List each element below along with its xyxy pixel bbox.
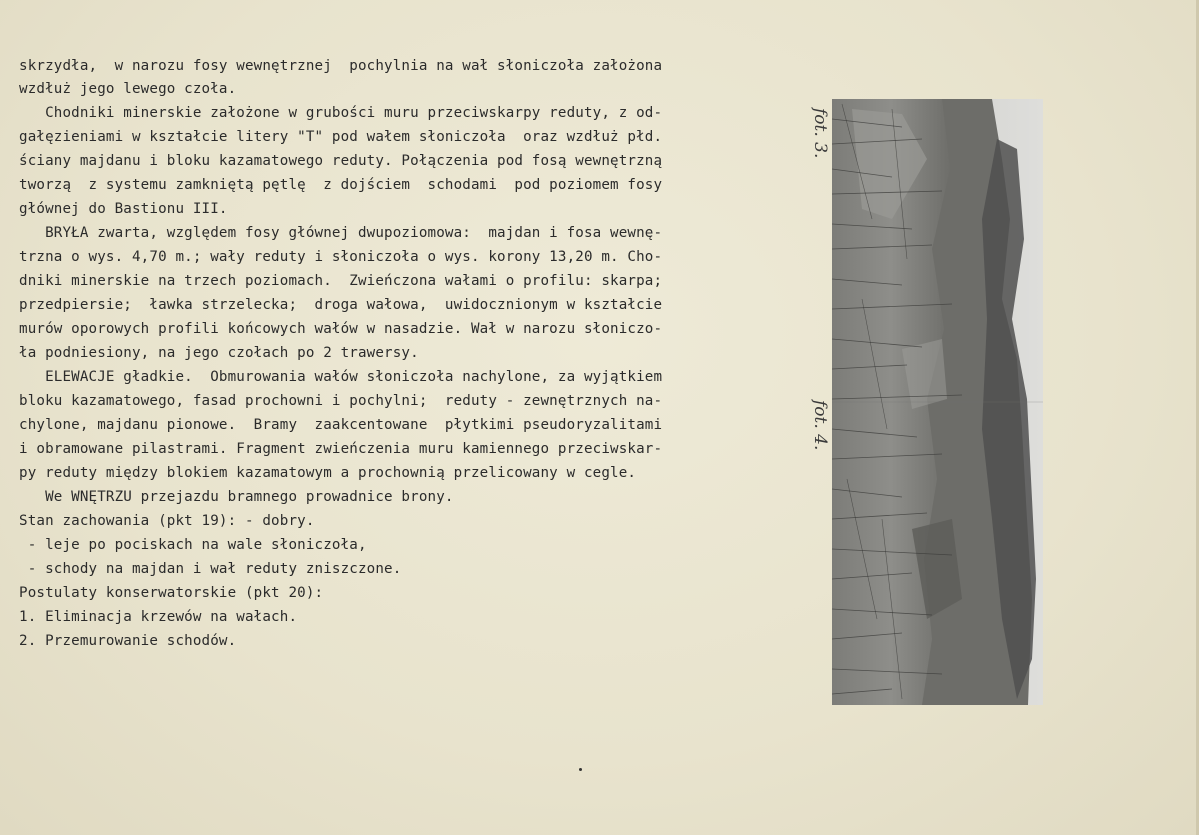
text-line: wzdłuż jego lewego czoła. — [19, 81, 237, 97]
text-line: skrzydła, w narozu fosy wewnętrznej pochylnia na wał słoniczoła założona — [19, 58, 663, 74]
paper-speck — [579, 768, 582, 771]
text-line: dniki minerskie na trzech poziomach. Zwieńczona wałami o profilu: skarpa; — [19, 273, 663, 289]
text-line: Chodniki minerskie założone w grubości muru przeciwskarpy reduty, z od- — [19, 105, 663, 121]
text-line: ściany majdanu i bloku kazamatowego reduty. Połączenia pod fosą wewnętrzną — [19, 153, 663, 169]
text-line: 2. Przemurowanie schodów. — [19, 633, 237, 649]
text-line: Stan zachowania (pkt 19): - dobry. — [19, 513, 315, 529]
photo-label-lower: fot. 4. — [810, 400, 830, 451]
text-line: tworzą z systemu zamkniętą pętlę z dojściem schodami pod poziomem fosy — [19, 177, 663, 193]
text-line: bloku kazamatowego, fasad prochowni i pochylni; reduty - zewnętrznych na- — [19, 393, 663, 409]
text-line: ła podniesiony, na jego czołach po 2 trawersy. — [19, 345, 419, 361]
text-line: BRYŁA zwarta, względem fosy głównej dwupoziomowa: majdan i fosa wewnę- — [19, 225, 663, 241]
text-line: trzna o wys. 4,70 m.; wały reduty i słoniczoła o wys. korony 13,20 m. Cho- — [19, 249, 663, 265]
text-line: gałęzieniami w kształcie litery "T" pod wałem słoniczoła oraz wzdłuż płd. — [19, 129, 663, 145]
text-line: i obramowane pilastrami. Fragment zwieńczenia muru kamiennego przeciwskar- — [19, 441, 663, 457]
text-line: 1. Eliminacja krzewów na wałach. — [19, 609, 298, 625]
text-line: ELEWACJE gładkie. Obmurowania wałów słoniczoła nachylone, za wyjątkiem — [19, 369, 663, 385]
text-line: - schody na majdan i wał reduty zniszczone. — [19, 561, 402, 577]
text-line: Postulaty konserwatorskie (pkt 20): — [19, 585, 324, 601]
text-line: py reduty między blokiem kazamatowym a prochownią przelicowany w cegle. — [19, 465, 637, 481]
text-line: murów oporowych profili końcowych wałów w nasadzie. Wał w narozu słoniczo- — [19, 321, 663, 337]
text-line: przedpiersie; ławka strzelecka; droga wałowa, uwidocznionym w kształcie — [19, 297, 663, 313]
text-line: We WNĘTRZU przejazdu bramnego prowadnice brony. — [19, 489, 454, 505]
text-line: głównej do Bastionu III. — [19, 201, 228, 217]
text-line: chylone, majdanu pionowe. Bramy zaakcentowane płytkimi pseudoryzalitami — [19, 417, 663, 433]
photo-label-upper: fot. 3. — [810, 108, 830, 159]
text-line: - leje po pociskach na wale słoniczoła, — [19, 537, 367, 553]
landscape-photograph — [832, 99, 1043, 705]
